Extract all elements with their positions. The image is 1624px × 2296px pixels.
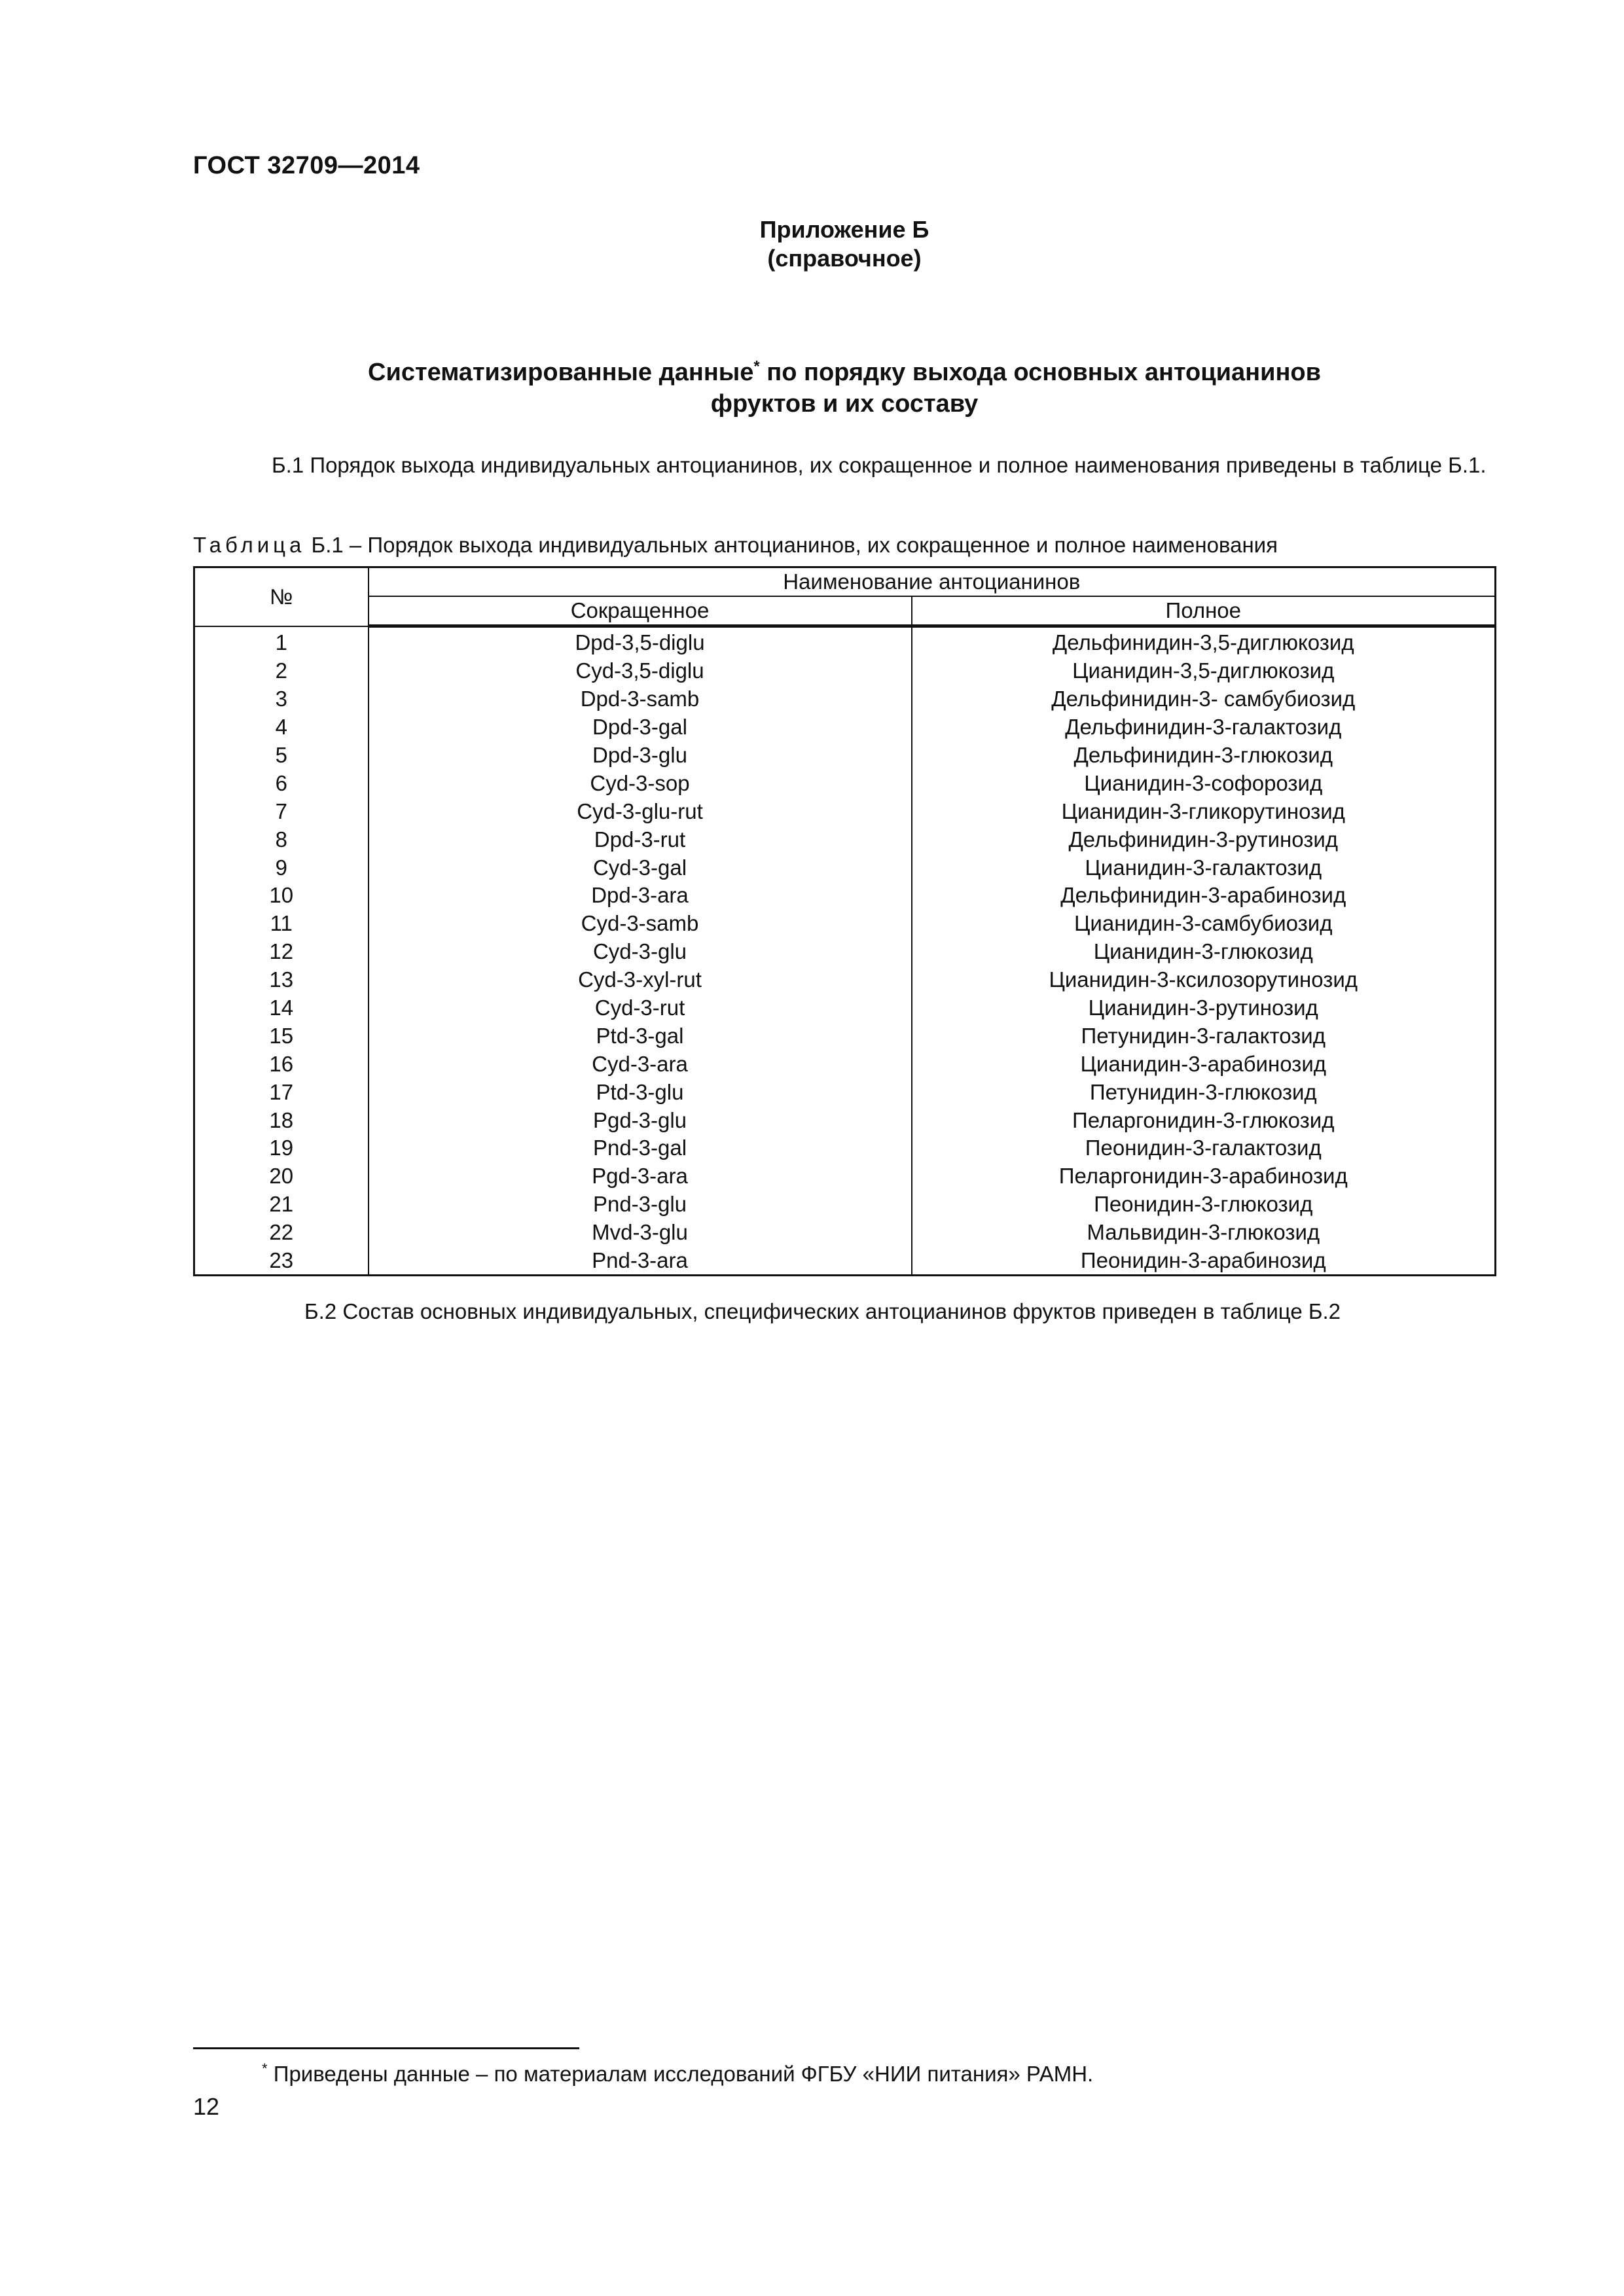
cell-number: 14: [194, 994, 369, 1022]
table-row: [194, 797, 1496, 825]
cell-number: 22: [194, 1219, 369, 1247]
cell-number: 21: [194, 1191, 369, 1219]
cell-number: 17: [194, 1078, 369, 1106]
cell-full-name: Дельфинидин-3-галактозид: [912, 713, 1496, 742]
cell-number: 20: [194, 1162, 369, 1191]
cell-full-name: Цианидин-3-рутинозид: [912, 994, 1496, 1022]
footnote-separator: [193, 2047, 579, 2049]
table-row: [194, 1050, 1496, 1078]
cell-full-name: Дельфинидин-3,5-диглюкозид: [912, 626, 1496, 657]
cell-full-name: Пеонидин-3-глюкозид: [912, 1191, 1496, 1219]
cell-full-name: Пеонидин-3-арабинозид: [912, 1247, 1496, 1276]
table-row: [194, 1078, 1496, 1106]
cell-short-name: Pnd-3-ara: [369, 1247, 912, 1276]
cell-short-name: Pnd-3-gal: [369, 1134, 912, 1162]
table-caption: [193, 533, 1278, 558]
cell-full-name: Цианидин-3,5-диглюкозид: [912, 657, 1496, 685]
cell-number: 2: [194, 657, 369, 685]
table-row: [194, 1162, 1496, 1191]
cell-short-name: Dpd-3-glu: [369, 742, 912, 770]
paragraph-b2: Б.2 Состав основных индивидуальных, специфических антоцианинов фруктов приведен в таблице Б.2: [304, 1299, 1341, 1323]
cell-short-name: Cyd-3-samb: [369, 910, 912, 938]
document-code: ГОСТ 32709—2014: [193, 152, 420, 179]
table-body: [194, 626, 1496, 1276]
table-row: [194, 910, 1496, 938]
cell-full-name: Дельфинидин-3-арабинозид: [912, 882, 1496, 910]
table-caption-label: Таблица: [193, 533, 306, 557]
cell-number: 11: [194, 910, 369, 938]
cell-full-name: Петунидин-3-галактозид: [912, 1022, 1496, 1050]
cell-full-name: Пеларгонидин-3-глюкозид: [912, 1106, 1496, 1134]
cell-number: 10: [194, 882, 369, 910]
cell-number: 7: [194, 797, 369, 825]
cell-short-name: Cyd-3,5-diglu: [369, 657, 912, 685]
paragraph-b1: Б.1 Порядок выхода индивидуальных антоцианинов, их сокращенное и полное наименования приведены в таблице Б.1.: [272, 453, 1487, 477]
section-heading-line2: фруктов и их составу: [710, 390, 979, 418]
cell-full-name: Пеларгонидин-3-арабинозид: [912, 1162, 1496, 1191]
appendix-title: Приложение Б: [759, 216, 929, 243]
cell-full-name: Цианидин-3-самбубиозид: [912, 910, 1496, 938]
cell-short-name: Cyd-3-sop: [369, 769, 912, 797]
cell-short-name: Cyd-3-ara: [369, 1050, 912, 1078]
cell-short-name: Dpd-3-rut: [369, 825, 912, 853]
table-row: [194, 1106, 1496, 1134]
cell-short-name: Ptd-3-gal: [369, 1022, 912, 1050]
table-row: [194, 853, 1496, 882]
cell-full-name: Дельфинидин-3- самбубиозид: [912, 685, 1496, 713]
cell-number: 3: [194, 685, 369, 713]
cell-full-name: Цианидин-3-гликорутинозид: [912, 797, 1496, 825]
cell-full-name: Дельфинидин-3-глюкозид: [912, 742, 1496, 770]
cell-full-name: Пеонидин-3-галактозид: [912, 1134, 1496, 1162]
header-number: №: [194, 567, 369, 626]
cell-short-name: Dpd-3,5-diglu: [369, 626, 912, 657]
cell-short-name: Mvd-3-glu: [369, 1219, 912, 1247]
cell-short-name: Dpd-3-ara: [369, 882, 912, 910]
cell-number: 18: [194, 1106, 369, 1134]
cell-short-name: Cyd-3-xyl-rut: [369, 966, 912, 994]
table-row: [194, 1247, 1496, 1276]
cell-short-name: Pgd-3-glu: [369, 1106, 912, 1134]
footnote-text: Приведены данные – по материалам исследований ФГБУ «НИИ питания» РАМН.: [267, 2062, 1094, 2086]
header-name-group: Наименование антоцианинов: [369, 567, 1496, 597]
table-row: [194, 685, 1496, 713]
header-full-name: Полное: [912, 596, 1496, 626]
table-row: [194, 994, 1496, 1022]
cell-number: 8: [194, 825, 369, 853]
table-row: [194, 1134, 1496, 1162]
cell-full-name: Цианидин-3-ксилозорутинозид: [912, 966, 1496, 994]
cell-number: 6: [194, 769, 369, 797]
table-caption-text: Б.1 – Порядок выхода индивидуальных антоцианинов, их сокращенное и полное наименования: [305, 533, 1278, 557]
table-row: [194, 713, 1496, 742]
cell-short-name: Ptd-3-glu: [369, 1078, 912, 1106]
cell-number: 13: [194, 966, 369, 994]
cell-short-name: Pgd-3-ara: [369, 1162, 912, 1191]
cell-short-name: Cyd-3-glu: [369, 938, 912, 966]
cell-number: 23: [194, 1247, 369, 1276]
table-row: [194, 1191, 1496, 1219]
cell-short-name: Dpd-3-samb: [369, 685, 912, 713]
table-row: [194, 1022, 1496, 1050]
footnote-marker: *: [262, 2060, 268, 2077]
cell-number: 16: [194, 1050, 369, 1078]
table-row: [194, 1219, 1496, 1247]
cell-full-name: Дельфинидин-3-рутинозид: [912, 825, 1496, 853]
cell-number: 5: [194, 742, 369, 770]
cell-number: 12: [194, 938, 369, 966]
table-row: [194, 882, 1496, 910]
cell-full-name: Цианидин-3-софорозид: [912, 769, 1496, 797]
cell-short-name: Cyd-3-rut: [369, 994, 912, 1022]
header-short-name: Сокращенное: [369, 596, 912, 626]
table-row: [194, 657, 1496, 685]
table-row: [194, 769, 1496, 797]
cell-full-name: Цианидин-3-глюкозид: [912, 938, 1496, 966]
section-heading-line1: [0, 359, 1624, 387]
table-row: [194, 966, 1496, 994]
page-number: 12: [193, 2093, 220, 2120]
cell-short-name: Pnd-3-glu: [369, 1191, 912, 1219]
cell-number: 15: [194, 1022, 369, 1050]
footnote: [262, 2062, 1093, 2087]
cell-full-name: Мальвидин-3-глюкозид: [912, 1219, 1496, 1247]
table-row: [194, 938, 1496, 966]
appendix-status: (справочное): [767, 245, 922, 272]
heading-text-b: по порядку выхода основных антоцианинов: [759, 359, 1321, 386]
cell-number: 1: [194, 626, 369, 657]
cell-short-name: Cyd-3-glu-rut: [369, 797, 912, 825]
cell-full-name: Цианидин-3-галактозид: [912, 853, 1496, 882]
table-row: [194, 626, 1496, 657]
cell-full-name: Цианидин-3-арабинозид: [912, 1050, 1496, 1078]
table-row: [194, 825, 1496, 853]
cell-short-name: Cyd-3-gal: [369, 853, 912, 882]
table-row: [194, 742, 1496, 770]
cell-number: 9: [194, 853, 369, 882]
heading-text-a: Систематизированные данные: [368, 359, 754, 386]
cell-number: 19: [194, 1134, 369, 1162]
cell-short-name: Dpd-3-gal: [369, 713, 912, 742]
cell-full-name: Петунидин-3-глюкозид: [912, 1078, 1496, 1106]
cell-number: 4: [194, 713, 369, 742]
heading-footnote-marker: *: [753, 357, 760, 376]
anthocyanin-table: [193, 566, 1496, 1276]
